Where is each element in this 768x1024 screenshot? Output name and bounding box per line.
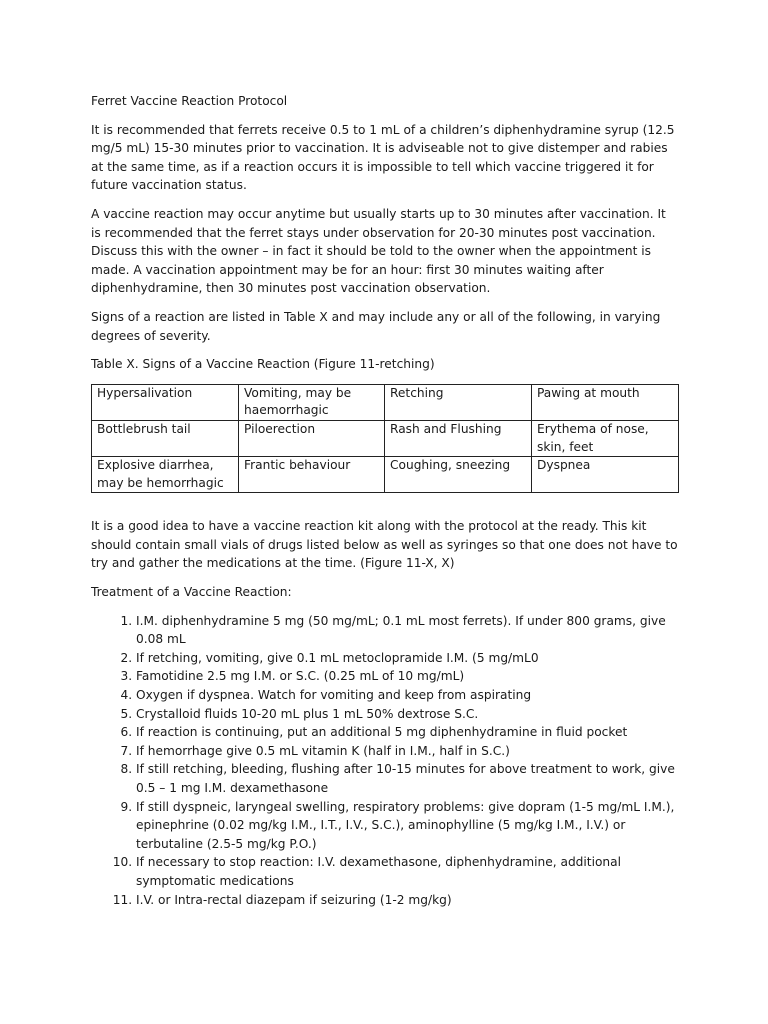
signs-table [91,384,679,494]
list-item: 9. If still dyspneic, laryngeal swelling, respiratory problems: give dopram (1-5 mg/mL I.M.), epinephrine (0.02 mg/kg I.M., I.T., I.V., S.C.), aminophylline (5 mg/kg I.M., I.V.) or terbutaline (2.5-5 mg/kg P.O.) [136,798,678,854]
table-row [92,420,679,456]
list-item: 5. Crystalloid fluids 10-20 mL plus 1 mL 50% dextrose S.C. [136,705,678,724]
list-item: 6. If reaction is continuing, put an additional 5 mg diphenhydramine in fluid pocket [136,723,678,742]
list-item: 2. If retching, vomiting, give 0.1 mL metoclopramide I.M. (5 mg/mL0 [136,649,678,668]
table-cell: Vomiting, may be haemorrhagic [239,384,385,420]
list-item: 10. If necessary to stop reaction: I.V. dexamethasone, diphenhydramine, additional symptomatic medications [136,853,678,890]
table-cell: Erythema of nose, skin, feet [532,420,679,456]
paragraph-observation: A vaccine reaction may occur anytime but usually starts up to 30 minutes after vaccination. It is recommended that the ferret stays under observation for 20-30 minutes post vaccination. Discuss this with the owner – in fact it should be told to the owner when the appointment is made. A vaccination appointment may be for an hour: first 30 minutes waiting after diphenhydramine, then 30 minutes post vaccination observation. [91,206,666,296]
table-cell: Bottlebrush tail [92,420,239,456]
table-cell: Coughing, sneezing [385,457,532,493]
document-title: Ferret Vaccine Reaction Protocol [91,94,288,108]
paragraph-reaction-kit: It is a good idea to have a vaccine reaction kit along with the protocol at the ready. This kit should contain small vials of drugs listed below as well as syringes so that one does not have to try and gather the medications at the time. (Figure 11-X, X) [91,519,678,571]
list-item: 8. If still retching, bleeding, flushing after 10-15 minutes for above treatment to work, give 0.5 – 1 mg I.M. dexamethasone [136,760,678,797]
table-cell: Hypersalivation [92,384,239,420]
paragraph-pre-vaccination: It is recommended that ferrets receive 0.5 to 1 mL of a children’s diphenhydramine syrup (12.5 mg/5 mL) 15-30 minutes prior to vaccination. It is adviseable not to give distemper and rabies at the same time, as if a reaction occurs it is impossible to tell which vaccine triggered it for future vaccination status. [91,122,675,193]
table-cell: Dyspnea [532,457,679,493]
list-item: 7. If hemorrhage give 0.5 mL vitamin K (half in I.M., half in S.C.) [136,742,678,761]
treatment-list [91,612,678,910]
table-cell: Retching [385,384,532,420]
list-item: 3. Famotidine 2.5 mg I.M. or S.C. (0.25 mL of 10 mg/mL) [136,667,678,686]
table-cell: Rash and Flushing [385,420,532,456]
list-item: 11. I.V. or Intra-rectal diazepam if seizuring (1-2 mg/kg) [136,891,678,910]
table-row [92,384,679,420]
table-cell: Explosive diarrhea, may be hemorrhagic [92,457,239,493]
table-cell: Piloerection [239,420,385,456]
treatment-heading: Treatment of a Vaccine Reaction: [91,585,292,600]
list-item: 4. Oxygen if dyspnea. Watch for vomiting and keep from aspirating [136,686,678,705]
paragraph-signs-intro: Signs of a reaction are listed in Table X and may include any or all of the following, in varying degrees of severity. [91,309,661,343]
list-item: 1. I.M. diphenhydramine 5 mg (50 mg/mL; 0.1 mL most ferrets). If under 800 grams, give 0.08 mL [136,612,678,649]
table-cell: Pawing at mouth [532,384,679,420]
table-cell: Frantic behaviour [239,457,385,493]
table-row [92,457,679,493]
table-caption: Table X. Signs of a Vaccine Reaction (Figure 11-retching) [91,357,435,372]
